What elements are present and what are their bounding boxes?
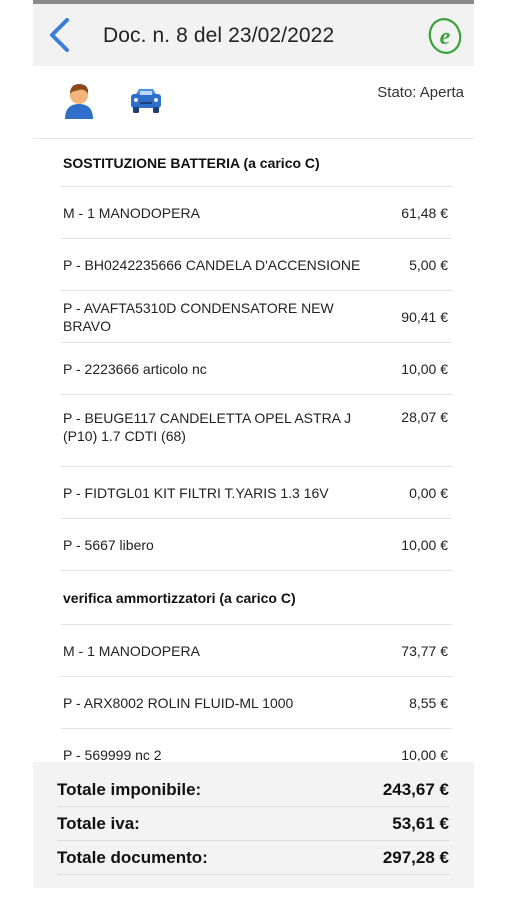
totals-panel: [33, 762, 474, 888]
list-item[interactable]: [61, 677, 452, 729]
car-icon: [129, 86, 163, 116]
e-logo-icon: [427, 16, 463, 56]
total-documento-label: Totale documento:: [57, 848, 208, 867]
app-logo: [427, 16, 463, 56]
list-item[interactable]: [61, 519, 452, 571]
item-amount: 73,77 €: [401, 642, 448, 659]
list-item[interactable]: [61, 343, 452, 395]
total-imponibile-value: 243,67 €: [382, 780, 449, 799]
total-iva-row: [57, 808, 449, 841]
item-description: P - FIDTGL01 KIT FILTRI T.YARIS 1.3 16V: [63, 484, 329, 501]
item-amount: 28,07 €: [401, 409, 448, 425]
total-iva-label: Totale iva:: [57, 814, 140, 833]
item-amount: 10,00 €: [401, 746, 448, 761]
item-description: P - BEUGE117 CANDELETTA OPEL ASTRA J (P10) 1.7 CDTI (68): [63, 410, 352, 444]
list-item[interactable]: [61, 467, 452, 519]
document-toolbar: [33, 66, 474, 139]
total-documento-value: 297,28 €: [382, 848, 449, 867]
group-title: SOSTITUZIONE BATTERIA (a carico C): [63, 154, 320, 171]
list-item[interactable]: [61, 239, 452, 291]
item-amount: 0,00 €: [409, 484, 448, 501]
item-description: P - BH0242235666 CANDELA D'ACCENSIONE: [63, 256, 361, 273]
item-amount: 61,48 €: [401, 204, 448, 221]
total-imponibile-row: [57, 774, 449, 807]
app-header: [33, 4, 474, 66]
person-icon: [61, 82, 97, 120]
group-header: [61, 571, 452, 625]
total-iva-value: 53,61 €: [392, 814, 449, 833]
list-item[interactable]: [61, 625, 452, 677]
item-description: P - 5667 libero: [63, 536, 154, 553]
page-title: Doc. n. 8 del 23/02/2022: [103, 24, 335, 47]
total-documento-row: [57, 842, 449, 875]
item-description: M - 1 MANODOPERA: [63, 204, 200, 221]
item-description: P - ARX8002 ROLIN FLUID-ML 1000: [63, 694, 294, 711]
customer-button[interactable]: [61, 82, 97, 120]
item-description: P - AVAFTA5310D CONDENSATORE NEW BRAVO: [63, 299, 334, 334]
item-amount: 90,41 €: [401, 308, 448, 325]
item-amount: 10,00 €: [401, 536, 448, 553]
item-amount: 10,00 €: [401, 360, 448, 377]
item-description: P - 2223666 articolo nc: [63, 360, 207, 377]
chevron-left-icon: [43, 14, 79, 56]
list-item[interactable]: [61, 729, 452, 761]
svg-text:e: e: [439, 24, 451, 50]
item-amount: 5,00 €: [409, 256, 448, 273]
status-label: Stato: Aperta: [377, 84, 464, 101]
back-button[interactable]: [43, 14, 79, 56]
items-list: [61, 139, 452, 761]
item-description: M - 1 MANODOPERA: [63, 642, 200, 659]
list-item[interactable]: [61, 291, 452, 343]
items-list-scroll[interactable]: [33, 139, 474, 761]
total-imponibile-label: Totale imponibile:: [57, 780, 202, 799]
list-item[interactable]: [61, 395, 452, 467]
group-header: [61, 139, 452, 187]
list-item[interactable]: [61, 187, 452, 239]
item-description: P - 569999 nc 2: [63, 746, 162, 761]
vehicle-button[interactable]: [129, 86, 163, 116]
group-title: verifica ammortizzatori (a carico C): [63, 589, 296, 606]
app-screen: [33, 0, 474, 900]
item-amount: 8,55 €: [409, 694, 448, 711]
